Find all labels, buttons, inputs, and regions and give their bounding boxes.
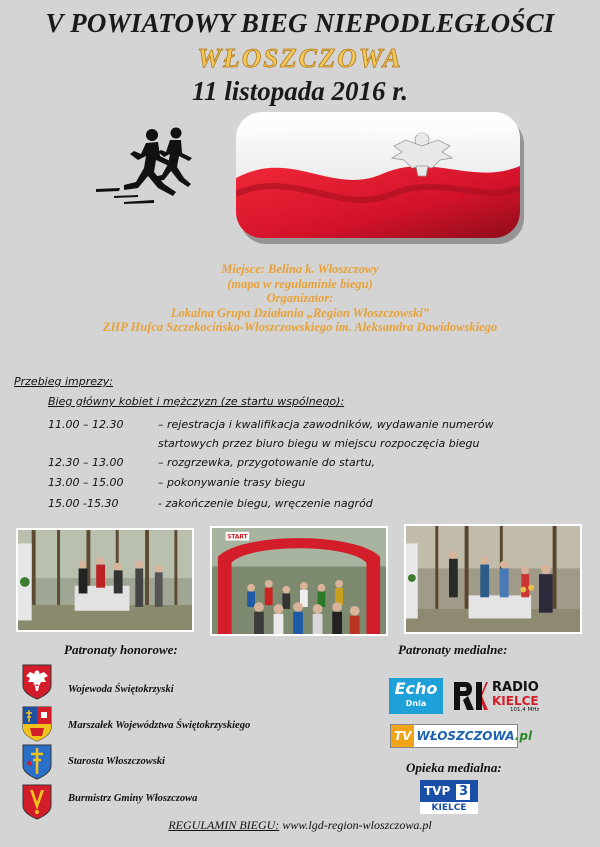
organizer-2: ZHP Hufca Szczekocińsko-Włoszczowskiego im. Aleksandra Dawidowskiego xyxy=(102,320,498,334)
tvp3-kielce-logo: TVP 3 KIELCE xyxy=(420,780,478,816)
schedule-desc: – pokonywanie trasy biegu xyxy=(158,476,306,489)
schedule-row xyxy=(48,497,373,510)
wloszczowa-town-crest-icon xyxy=(22,784,52,820)
start-banner-text: START xyxy=(227,534,248,541)
award-photo-right xyxy=(404,524,582,634)
honorary-item-2: Marszałek Województwa Świętokrzyskiego xyxy=(68,720,251,731)
event-city: WŁOSZCZOWA xyxy=(197,43,403,73)
schedule-heading: Przebieg imprezy: xyxy=(14,375,114,388)
polish-flag-image xyxy=(232,108,528,246)
swietokrzyskie-crest-icon xyxy=(22,706,52,742)
regulamin-label: REGULAMIN BIEGU: xyxy=(168,818,280,832)
schedule-desc: – rejestracja i kwalifikacja zawodników, wydawanie numerów xyxy=(158,418,494,431)
schedule-subheading: Bieg główny kobiet i mężczyzn (ze startu wspólnego): xyxy=(48,395,345,408)
regulamin-link[interactable]: www.lgd-region-wloszczowa.pl xyxy=(282,818,432,832)
event-info xyxy=(0,262,600,335)
honorary-patronage-title: Patronaty honorowe: xyxy=(64,642,178,657)
poland-eagle-crest-icon xyxy=(22,664,52,700)
organizer-label: Organizator: xyxy=(266,291,334,305)
event-place: Miejsce: Belina k. Włoszczowy xyxy=(221,262,379,276)
runners-silhouette-icon xyxy=(94,126,194,210)
schedule-row xyxy=(48,456,375,469)
map-note: (mapa w regulaminie biegu) xyxy=(227,276,373,291)
honorary-item-3: Starosta Włoszczowski xyxy=(68,756,165,767)
schedule-time: 15.00 -15.30 xyxy=(48,497,119,510)
honorary-item-1: Wojewoda Świętokrzyski xyxy=(68,684,174,695)
podium-photo-left xyxy=(16,528,194,632)
schedule-time: 13.00 – 15.00 xyxy=(48,476,124,489)
event-date: 11 listopada 2016 r. xyxy=(191,76,409,106)
start-photo xyxy=(210,526,388,636)
schedule-desc: startowych przez biuro biegu w miejscu rozpoczęcia biegu xyxy=(158,437,480,450)
media-care-title: Opieka medialna: xyxy=(406,760,502,775)
schedule-row xyxy=(48,476,305,489)
schedule-row xyxy=(48,418,494,431)
schedule-desc: - zakończenie biegu, wręczenie nagród xyxy=(158,497,373,510)
radio-kielce-logo: RADIO KIELCE 101,4 MHz xyxy=(452,676,544,716)
schedule-desc: – rozgrzewka, przygotowanie do startu, xyxy=(158,456,376,469)
media-patronage-title: Patronaty medialne: xyxy=(398,642,508,657)
echo-dnia-logo: Echo Dnia xyxy=(389,678,443,714)
schedule-row xyxy=(48,437,479,450)
wloszczowa-county-crest-icon xyxy=(22,744,52,780)
organizer-1: Lokalna Grupa Działania „Region Włoszczowski” xyxy=(170,305,430,320)
schedule-time: 12.30 – 13.00 xyxy=(48,456,124,469)
schedule-time: 11.00 – 12.30 xyxy=(48,418,124,431)
honorary-item-4: Burmistrz Gminy Włoszczowa xyxy=(68,793,198,804)
tv-wloszczowa-logo: TV WŁOSZCZOWA.pl xyxy=(390,724,518,748)
regulamin-line xyxy=(0,818,600,833)
radio-kielce-rk-icon xyxy=(452,680,488,712)
event-title: V POWIATOWY BIEG NIEPODLEGŁOŚCI xyxy=(45,8,555,38)
